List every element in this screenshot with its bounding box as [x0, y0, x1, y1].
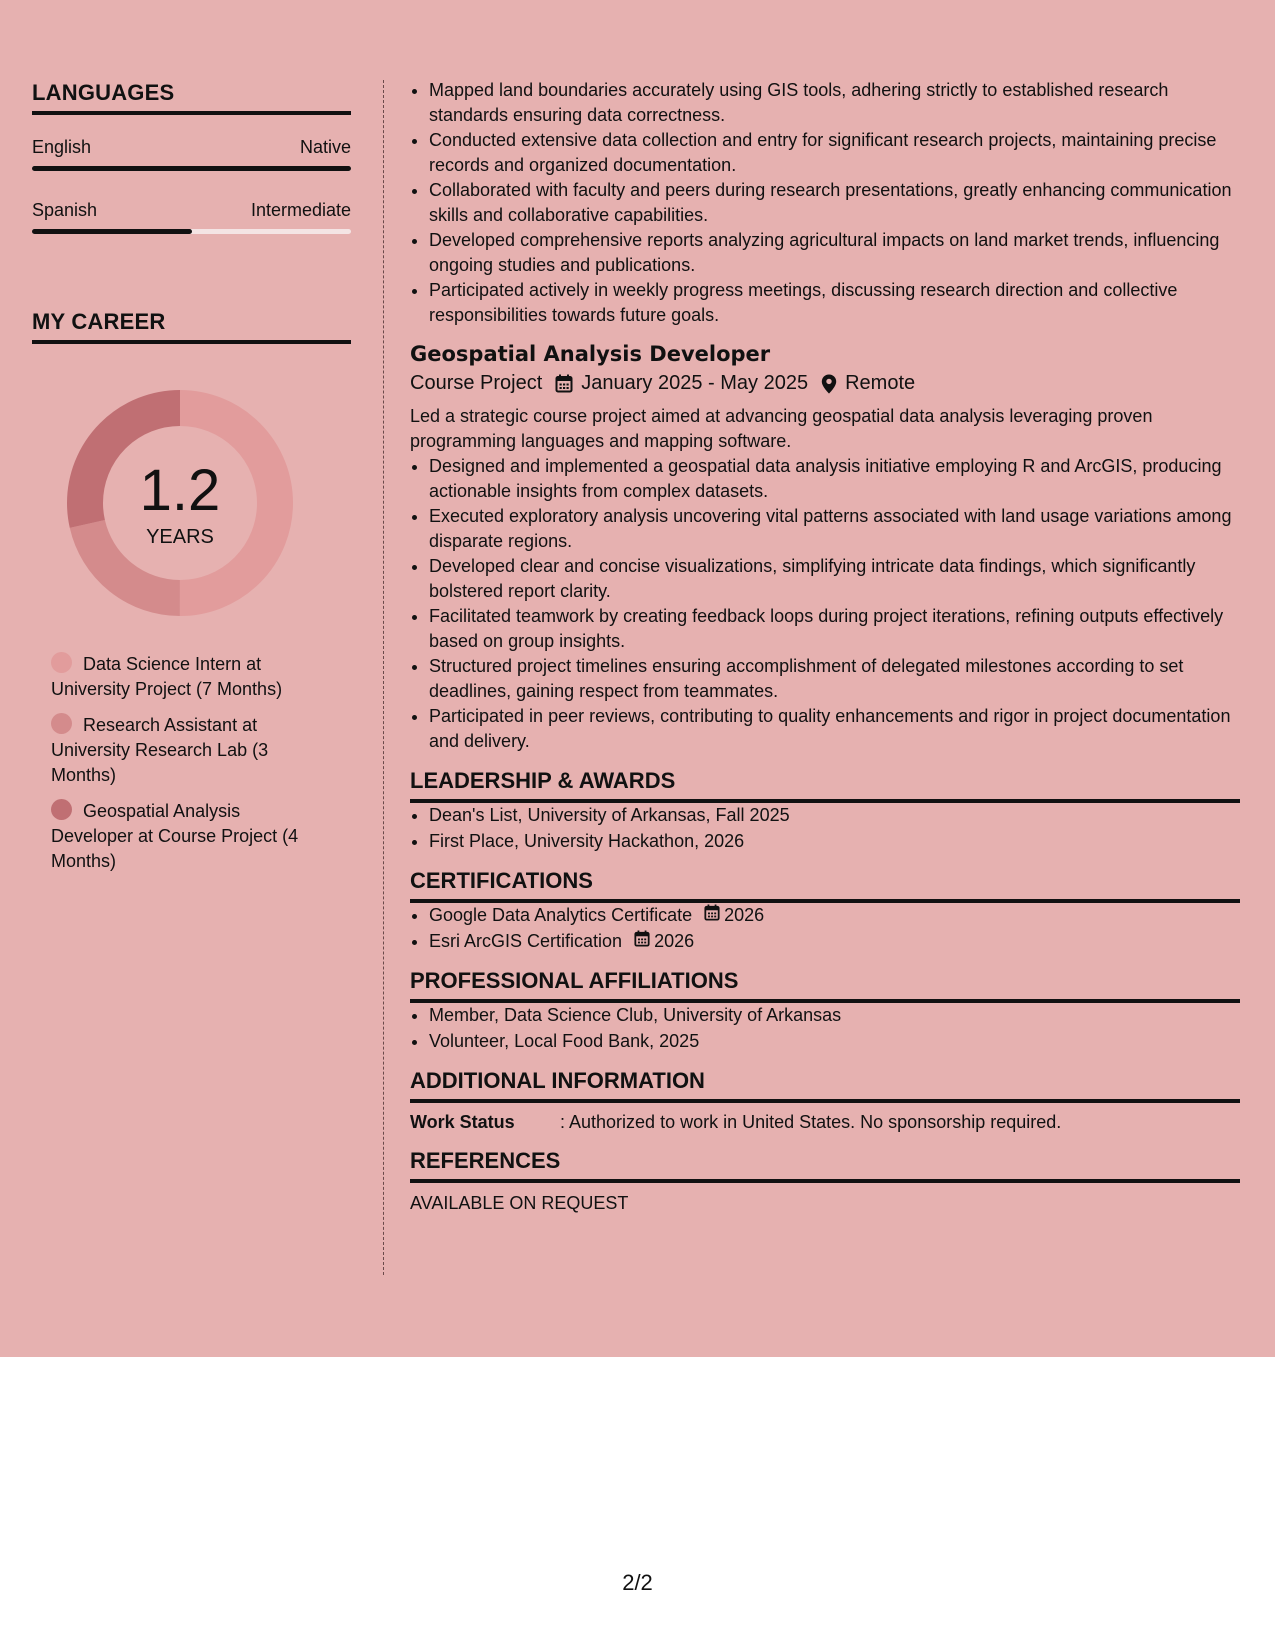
legend-label: Geospatial Analysis Developer at Course Project (4 Months)	[51, 801, 299, 871]
list-item: • Member, Data Science Club, University of Arkansas	[429, 1003, 1240, 1028]
language-item-english	[32, 137, 351, 171]
list-item: • Participated in peer reviews, contributing to quality enhancements and rigor in project documentation and delivery.	[429, 704, 1240, 753]
certification-year: 2026	[654, 930, 695, 951]
languages-heading: LANGUAGES	[32, 80, 351, 115]
language-item-spanish	[32, 200, 351, 234]
list-item: • Participated actively in weekly progress meetings, discussing research direction and collective responsibilities towards future goals.	[429, 278, 1240, 327]
affiliations-list	[410, 1003, 1240, 1053]
list-item	[429, 903, 1240, 928]
work-status-label: Work Status	[410, 1112, 515, 1132]
certification-name: Esri ArcGIS Certification	[429, 930, 623, 951]
additional-info-section	[410, 1068, 1240, 1133]
job-title: Geospatial Analysis Developer	[410, 342, 771, 366]
references-heading: REFERENCES	[410, 1148, 1240, 1183]
certification-name: Google Data Analytics Certificate	[429, 905, 693, 925]
sidebar	[32, 80, 351, 885]
career-total-unit: YEARS	[146, 525, 214, 548]
job-organization: Course Project	[410, 372, 543, 394]
language-level: Intermediate	[250, 200, 351, 220]
list-item: • Conducted extensive data collection and entry for significant research projects, maintaining precise records and organized documentation.	[429, 128, 1240, 177]
main-column	[410, 78, 1240, 1214]
certifications-section	[410, 868, 1240, 953]
career-legend-item	[51, 713, 321, 788]
list-item: • Dean's List, University of Arkansas, Fall 2025	[429, 803, 1240, 828]
leadership-list	[410, 803, 1240, 853]
job-dates: January 2025 - May 2025	[581, 372, 809, 394]
language-proficiency-bar	[32, 166, 351, 171]
references-text: AVAILABLE ON REQUEST	[410, 1193, 629, 1213]
affiliations-heading: PROFESSIONAL AFFILIATIONS	[410, 968, 1240, 1003]
calendar-icon	[704, 903, 724, 928]
column-divider	[383, 80, 384, 1275]
career-donut-chart	[65, 388, 295, 618]
certifications-list	[410, 903, 1240, 953]
previous-job-bullets	[410, 78, 1240, 327]
language-name: English	[32, 137, 92, 157]
list-item: • First Place, University Hackathon, 2026	[429, 829, 1240, 854]
legend-dot	[51, 713, 72, 734]
calendar-icon	[555, 374, 573, 393]
languages-section	[32, 80, 351, 234]
career-donut-center	[65, 388, 295, 618]
list-item: • Designed and implemented a geospatial data analysis initiative employing R and ArcGIS, producing actionable insights from complex datasets.	[429, 454, 1240, 503]
language-name: Spanish	[32, 200, 98, 220]
job-bullets	[410, 454, 1240, 753]
career-legend-item	[51, 799, 321, 874]
job-description: Led a strategic course project aimed at advancing geospatial data analysis leveraging proven programming languages and mapping software.	[410, 406, 1153, 451]
language-level: Native	[299, 137, 351, 157]
career-heading: MY CAREER	[32, 309, 351, 344]
references-section	[410, 1148, 1240, 1214]
job-meta	[410, 372, 1240, 395]
legend-label: Research Assistant at University Research Lab (3 Months)	[51, 715, 269, 785]
job-location: Remote	[845, 372, 916, 394]
page-number: 2/2	[622, 1570, 653, 1595]
certifications-heading: CERTIFICATIONS	[410, 868, 1240, 903]
work-status-row	[410, 1112, 1240, 1133]
list-item: • Volunteer, Local Food Bank, 2025	[429, 1029, 1240, 1054]
career-section	[32, 309, 351, 874]
list-item	[429, 929, 1240, 954]
affiliations-section	[410, 968, 1240, 1053]
language-proficiency-bar	[32, 229, 351, 234]
language-proficiency-fill	[32, 166, 351, 171]
language-proficiency-fill	[32, 229, 192, 234]
legend-dot	[51, 799, 72, 820]
leadership-section	[410, 768, 1240, 853]
list-item: • Structured project timelines ensuring accomplishment of delegated milestones according to set deadlines, gaining respect from teammates.	[429, 654, 1240, 703]
list-item: • Collaborated with faculty and peers during research presentations, greatly enhancing communication skills and collaborative capabilities.	[429, 178, 1240, 227]
location-pin-icon	[821, 374, 837, 394]
additional-info-heading: ADDITIONAL INFORMATION	[410, 1068, 1240, 1103]
legend-label: Data Science Intern at University Project (7 Months)	[51, 654, 283, 699]
career-legend	[51, 652, 321, 874]
list-item: • Facilitated teamwork by creating feedback loops during project iterations, refining outputs effectively based on group insights.	[429, 604, 1240, 653]
career-legend-item	[51, 652, 321, 702]
list-item: • Mapped land boundaries accurately using GIS tools, adhering strictly to established research standards ensuring data correctness.	[429, 78, 1240, 127]
certification-year: 2026	[724, 905, 765, 925]
list-item: • Developed comprehensive reports analyzing agricultural impacts on land market trends, influencing ongoing studies and publications.	[429, 228, 1240, 277]
work-status-value: : Authorized to work in United States. No sponsorship required.	[560, 1112, 1062, 1132]
list-item: • Executed exploratory analysis uncovering vital patterns associated with land usage variations among disparate regions.	[429, 504, 1240, 553]
legend-dot	[51, 652, 72, 673]
list-item: • Developed clear and concise visualizations, simplifying intricate data findings, which significantly bolstered report clarity.	[429, 554, 1240, 603]
career-total-value: 1.2	[139, 457, 221, 523]
calendar-icon	[634, 929, 654, 954]
leadership-heading: LEADERSHIP & AWARDS	[410, 768, 1240, 803]
